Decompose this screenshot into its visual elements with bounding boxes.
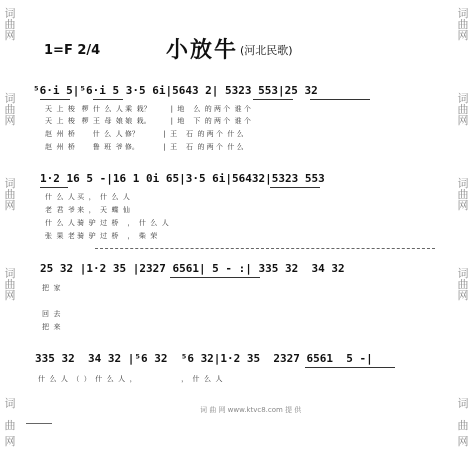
watermark-char: 曲: [457, 103, 469, 116]
watermark-left: [2, 0, 18, 453]
lyric-line: 赵 州 桥 鲁 班 爷 修。 | 王 石 的 两 个 什 么: [45, 143, 244, 151]
watermark-char: 曲: [4, 278, 16, 291]
notation-line-2: 1·2 16 5 -|16 1 0i 65|3·5 6i|56432|5323 553: [40, 172, 325, 185]
watermark-char: 曲: [4, 188, 16, 201]
lyric-line: 天 上 梭 椤 什 么 人 乘 栽？ | 地 么 的 两 个 谁 个: [45, 105, 251, 113]
watermark-char: 词: [4, 92, 16, 105]
watermark-char: 曲: [457, 18, 469, 31]
lyric-line: 把 家: [42, 284, 61, 292]
watermark-char: 曲: [4, 18, 16, 31]
lyric-line: 赵 州 桥 什 么 人 修？ | 王 石 的 两 个 什 么: [45, 130, 244, 138]
beam-line: [40, 99, 70, 100]
lyric-line: 什 么 人 买 ， 什 么 人: [45, 193, 130, 201]
watermark-char: 词: [457, 92, 469, 105]
watermark-char: 曲: [457, 419, 469, 432]
beam-line: [40, 187, 68, 188]
watermark-char: 曲: [457, 188, 469, 201]
notation-line-1: ⁵6·i 5|⁵6·i 5 3·5 6i|5643 2| 5323 553|25 32: [33, 84, 318, 97]
watermark-char: 词: [4, 7, 16, 20]
song-subtitle: (河北民歌): [240, 44, 293, 57]
watermark-char: 网: [4, 289, 16, 302]
watermark-char: 词: [4, 177, 16, 190]
watermark-char: 网: [4, 29, 16, 42]
watermark-char: 词: [457, 397, 469, 410]
watermark-char: 词: [457, 7, 469, 20]
watermark-char: 词: [457, 177, 469, 190]
beam-line: [305, 367, 395, 368]
watermark-char: 网: [457, 114, 469, 127]
footer-credit: 词 曲 网 www.ktvc8.com 提 供: [200, 406, 302, 414]
separator-line: [95, 248, 435, 249]
watermark-char: 网: [457, 199, 469, 212]
key-signature: 1=F 2/4: [44, 43, 101, 58]
watermark-char: 词: [457, 267, 469, 280]
beam-line: [310, 99, 370, 100]
lyric-line: 什 么 人 （ ） 什 么 人 ， ， 什 么 人: [38, 375, 223, 383]
corner-line: [26, 423, 52, 424]
watermark-right: [456, 0, 470, 453]
watermark-char: 曲: [4, 419, 16, 432]
beam-line: [270, 187, 320, 188]
lyric-line: 老 君 爷 来 ， 天 蝶 仙: [45, 206, 130, 214]
watermark-char: 曲: [4, 103, 16, 116]
watermark-char: 网: [4, 199, 16, 212]
beam-line: [170, 277, 260, 278]
song-title: 小放牛: [166, 38, 239, 63]
beam-line: [253, 99, 293, 100]
watermark-char: 网: [457, 29, 469, 42]
watermark-char: 网: [4, 435, 16, 448]
lyric-line: 什 么 人 骑 驴 过 桥 ， 什 么 人: [45, 219, 169, 227]
lyric-line: 回 去: [42, 310, 61, 318]
watermark-char: 词: [4, 397, 16, 410]
lyric-line: 天 上 梭 椤 王 母 娘 娘 栽。 | 地 下 的 两 个 谁 个: [45, 117, 251, 125]
watermark-char: 网: [457, 435, 469, 448]
watermark-char: 曲: [457, 278, 469, 291]
beam-line: [93, 99, 123, 100]
lyric-line: 把 来: [42, 323, 61, 331]
notation-line-4: 335 32 34 32 |⁵6 32 ⁵6 32|1·2 35 2327 6561 5 -|: [35, 352, 373, 365]
notation-line-3: 25 32 |1·2 35 |2327 6561| 5 - :| 335 32 34 32: [40, 262, 345, 275]
watermark-char: 词: [4, 267, 16, 280]
lyric-line: 张 果 老 骑 驴 过 桥 ， 柴 荣: [45, 232, 158, 240]
watermark-char: 网: [457, 289, 469, 302]
watermark-char: 网: [4, 114, 16, 127]
